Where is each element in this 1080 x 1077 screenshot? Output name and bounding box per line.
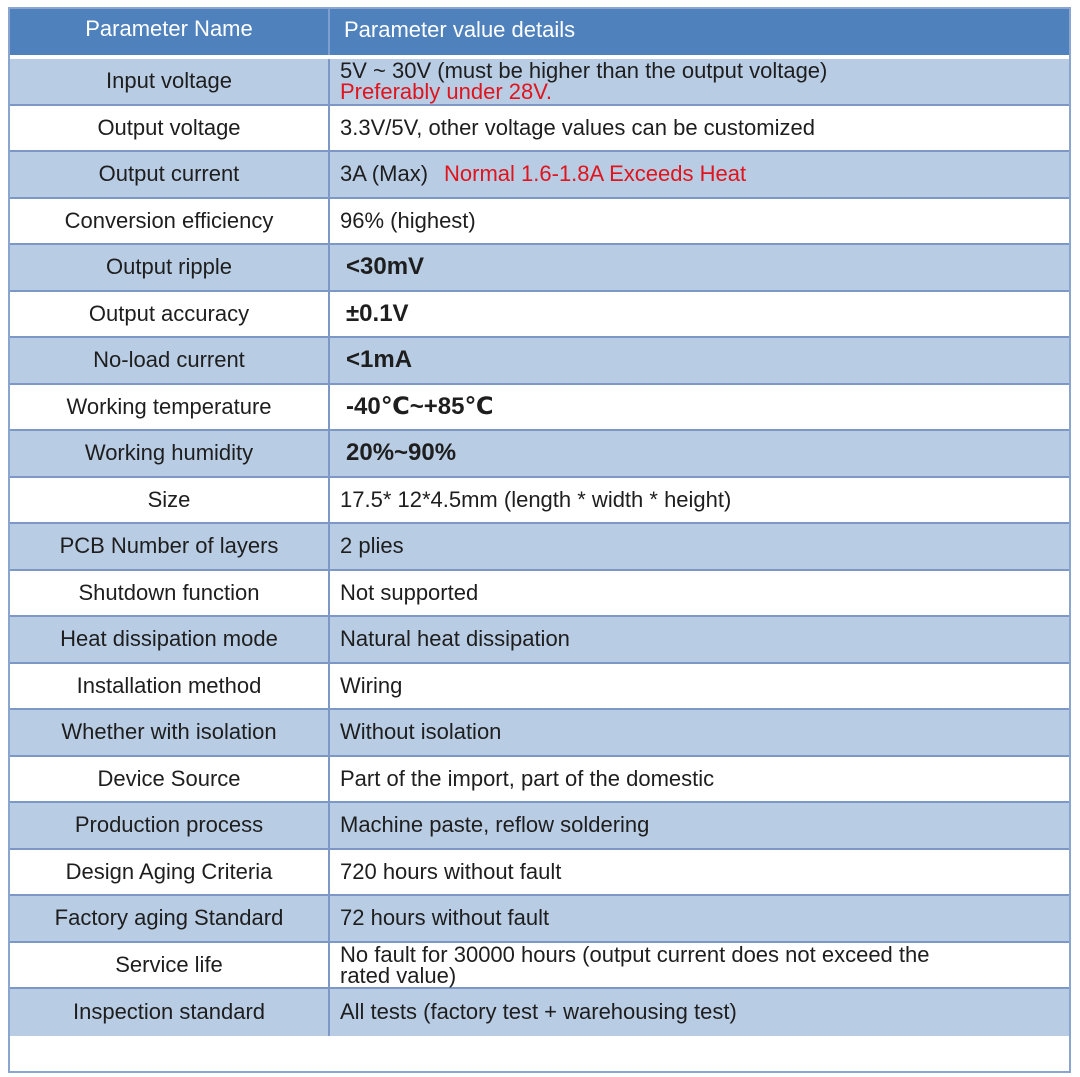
- table-row: [10, 757, 1069, 804]
- parameter-table: [8, 7, 1071, 1073]
- table-row: [10, 989, 1069, 1036]
- row-value: [330, 59, 1069, 104]
- row-value-text: No fault for 30000 hours (output current does not exceed the: [340, 941, 930, 967]
- table-row: [10, 199, 1069, 246]
- row-value: [330, 152, 1069, 197]
- row-value: Without isolation: [340, 719, 502, 745]
- table-header: [10, 9, 1069, 55]
- row-name: Input voltage: [10, 59, 330, 104]
- row-value: 17.5* 12*4.5mm (length * width * height): [340, 486, 732, 512]
- table-row: [10, 571, 1069, 618]
- row-name: Shutdown function: [10, 571, 330, 616]
- table-row: [10, 431, 1069, 478]
- row-name: PCB Number of layers: [10, 524, 330, 569]
- row-name: Device Source: [10, 757, 330, 802]
- table-row: [10, 524, 1069, 571]
- header-parameter-name: Parameter Name: [10, 9, 330, 55]
- row-value: 72 hours without fault: [340, 905, 550, 931]
- table-row: [10, 617, 1069, 664]
- row-name: Output current: [10, 152, 330, 197]
- row-value: All tests (factory test + warehousing test): [340, 999, 737, 1025]
- row-name: Installation method: [10, 664, 330, 709]
- row-value: 20%~90%: [346, 439, 457, 467]
- row-value: 2 plies: [340, 533, 404, 559]
- table-row: [10, 106, 1069, 153]
- table-row: [10, 59, 1069, 106]
- row-value-note: Preferably under 28V.: [340, 79, 552, 105]
- table-row: [10, 943, 1069, 990]
- row-name: Design Aging Criteria: [10, 850, 330, 895]
- row-value-text-line2: rated value): [340, 962, 457, 988]
- row-value: 96% (highest): [340, 207, 476, 233]
- table-row: [10, 338, 1069, 385]
- row-value: Wiring: [340, 672, 403, 698]
- row-value: [330, 943, 1069, 988]
- table-row: [10, 245, 1069, 292]
- row-value: ±0.1V: [346, 299, 409, 327]
- table-row: [10, 850, 1069, 897]
- table-row: [10, 478, 1069, 525]
- row-name: Whether with isolation: [10, 710, 330, 755]
- table-row: [10, 664, 1069, 711]
- row-name: Size: [10, 478, 330, 523]
- row-name: Conversion efficiency: [10, 199, 330, 244]
- row-value: Not supported: [340, 579, 479, 605]
- row-value-text: 3A (Max): [340, 161, 429, 187]
- row-value: Natural heat dissipation: [340, 626, 570, 652]
- header-parameter-value: Parameter value details: [344, 17, 576, 42]
- row-name: Factory aging Standard: [10, 896, 330, 941]
- table-row: [10, 152, 1069, 199]
- row-name: Working temperature: [10, 385, 330, 430]
- row-name: Heat dissipation mode: [10, 617, 330, 662]
- row-value-note: Normal 1.6-1.8A Exceeds Heat: [444, 161, 747, 187]
- row-value: -40℃~+85℃: [346, 392, 494, 420]
- row-name: Output accuracy: [10, 292, 330, 337]
- row-name: No-load current: [10, 338, 330, 383]
- table-row: [10, 385, 1069, 432]
- row-value: 720 hours without fault: [340, 858, 562, 884]
- table-row: [10, 803, 1069, 850]
- row-value: Part of the import, part of the domestic: [340, 765, 715, 791]
- row-name: Service life: [10, 943, 330, 988]
- row-name: Working humidity: [10, 431, 330, 476]
- row-name: Inspection standard: [10, 989, 330, 1036]
- table-row: [10, 896, 1069, 943]
- row-value: <30mV: [346, 253, 425, 281]
- row-value: <1mA: [346, 346, 413, 374]
- table-body: [10, 59, 1069, 1036]
- table-row: [10, 292, 1069, 339]
- row-value-text: 5V ~ 30V (must be higher than the output voltage): [340, 58, 828, 84]
- row-name: Output ripple: [10, 245, 330, 290]
- table-row: [10, 710, 1069, 757]
- row-name: Production process: [10, 803, 330, 848]
- row-name: Output voltage: [10, 106, 330, 151]
- row-value: 3.3V/5V, other voltage values can be customized: [340, 114, 815, 140]
- row-value: Machine paste, reflow soldering: [340, 812, 650, 838]
